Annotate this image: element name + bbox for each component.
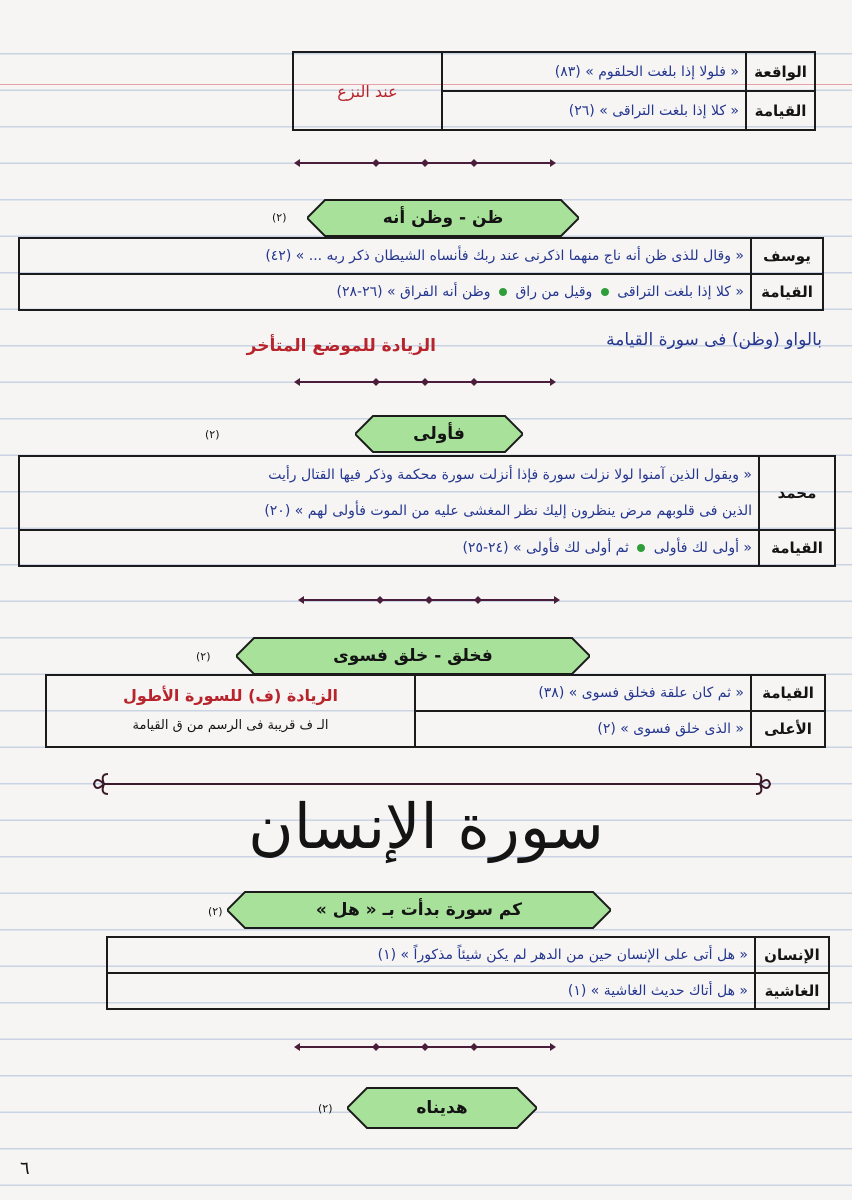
ornament-divider <box>296 593 562 607</box>
section4-banner <box>236 636 590 676</box>
table-row <box>19 238 823 274</box>
ornament-divider <box>292 156 558 170</box>
sura-name: الغاشية <box>755 973 829 1009</box>
verse-text: « فلولا إذا بلغت الحلقوم » (٨٣) <box>442 52 746 91</box>
verse-text <box>19 530 759 566</box>
occurrence-count: (٢) <box>208 905 223 918</box>
table-section5 <box>106 936 830 1010</box>
verse-text: « ثم كان علقة فخلق فسوى » (٣٨) <box>415 675 751 711</box>
note-blue: بالواو (وظن) فى سورة القيامة <box>606 330 822 350</box>
verse-text: « وقال للذى ظن أنه ناج منهما اذكرنى عند ربك فأنساه الشيطان ذكر ربه ... » (٤٢) <box>19 238 751 274</box>
surah-title: سورة الإنسان <box>248 790 604 863</box>
page-number: ٦ <box>20 1158 30 1179</box>
sura-name: القيامة <box>759 530 835 566</box>
verse-text: « الذى خلق فسوى » (٢) <box>415 711 751 747</box>
verse-line: « ويقول الذين آمنوا لولا نزلت سورة فإذا أنزلت سورة محكمة وذكر فيها القتال رأيت <box>268 467 752 483</box>
table-row <box>107 973 829 1009</box>
occurrence-count: (٢) <box>196 650 211 663</box>
sura-name: الواقعة <box>746 52 815 91</box>
verse-line: الذين فى قلوبهم مرض ينظرون إليك نظر المغشى عليه من الموت فأولى لهم » (٢٠) <box>264 503 752 519</box>
section5-banner <box>227 890 611 930</box>
table-section4 <box>45 674 826 748</box>
banner-title: فأولى <box>413 424 465 444</box>
section3-banner <box>355 414 523 454</box>
sura-name: الأعلى <box>751 711 825 747</box>
verse-part: « كلا إذا بلغت التراقى <box>617 284 744 300</box>
sura-name: القيامة <box>746 91 815 130</box>
verse-part: وقيل من راق <box>515 284 593 300</box>
verse-part: ثم أولى لك فأولى » (٢٤-٢٥) <box>462 540 629 556</box>
table-section3 <box>18 455 836 567</box>
table-row <box>19 456 835 530</box>
table-section1 <box>292 51 816 131</box>
note-red: الزيادة (ف) للسورة الأطول <box>123 686 338 705</box>
verse-part: وظن أنه الفراق » (٢٦-٢٨) <box>336 284 491 300</box>
banner-title: فخلق - خلق فسوى <box>333 646 493 666</box>
table-row <box>46 675 825 711</box>
sura-name: القيامة <box>751 274 823 310</box>
table-row <box>19 274 823 310</box>
note-red: عند النزع <box>293 52 442 130</box>
occurrence-count: (٢) <box>318 1102 333 1115</box>
green-dot-icon <box>637 544 645 552</box>
section2-banner <box>307 198 579 238</box>
notes-cell <box>46 675 415 747</box>
green-dot-icon <box>499 288 507 296</box>
banner-title: كم سورة بدأت بـ « هل » <box>315 900 523 920</box>
table-row <box>293 52 815 91</box>
banner-title: هديناه <box>416 1098 468 1118</box>
banner-title: ظن - وظن أنه <box>382 208 504 228</box>
verse-text: « كلا إذا بلغت التراقى » (٢٦) <box>442 91 746 130</box>
table-row <box>107 937 829 973</box>
table-section2 <box>18 237 824 311</box>
occurrence-count: (٢) <box>205 428 220 441</box>
ornament-divider <box>292 375 558 389</box>
occurrence-count: (٢) <box>272 211 287 224</box>
sura-name: يوسف <box>751 238 823 274</box>
note-black: الـ ف قريبة فى الرسم من ق القيامة <box>132 718 329 733</box>
verse-text: « هل أتى على الإنسان حين من الدهر لم يكن شيئاً مذكوراً » (١) <box>107 937 755 973</box>
section6-banner <box>347 1086 537 1126</box>
table-row <box>19 530 835 566</box>
green-dot-icon <box>601 288 609 296</box>
verse-text <box>19 456 759 530</box>
sura-name: الإنسان <box>755 937 829 973</box>
verse-text <box>19 274 751 310</box>
sura-name: محمد <box>759 456 835 530</box>
sura-name: القيامة <box>751 675 825 711</box>
note-red: الزيادة للموضع المتأخر <box>246 336 436 356</box>
verse-part: « أولى لك فأولى <box>653 540 752 556</box>
ornament-divider <box>292 1040 558 1054</box>
verse-text: « هل أتاك حديث الغاشية » (١) <box>107 973 755 1009</box>
